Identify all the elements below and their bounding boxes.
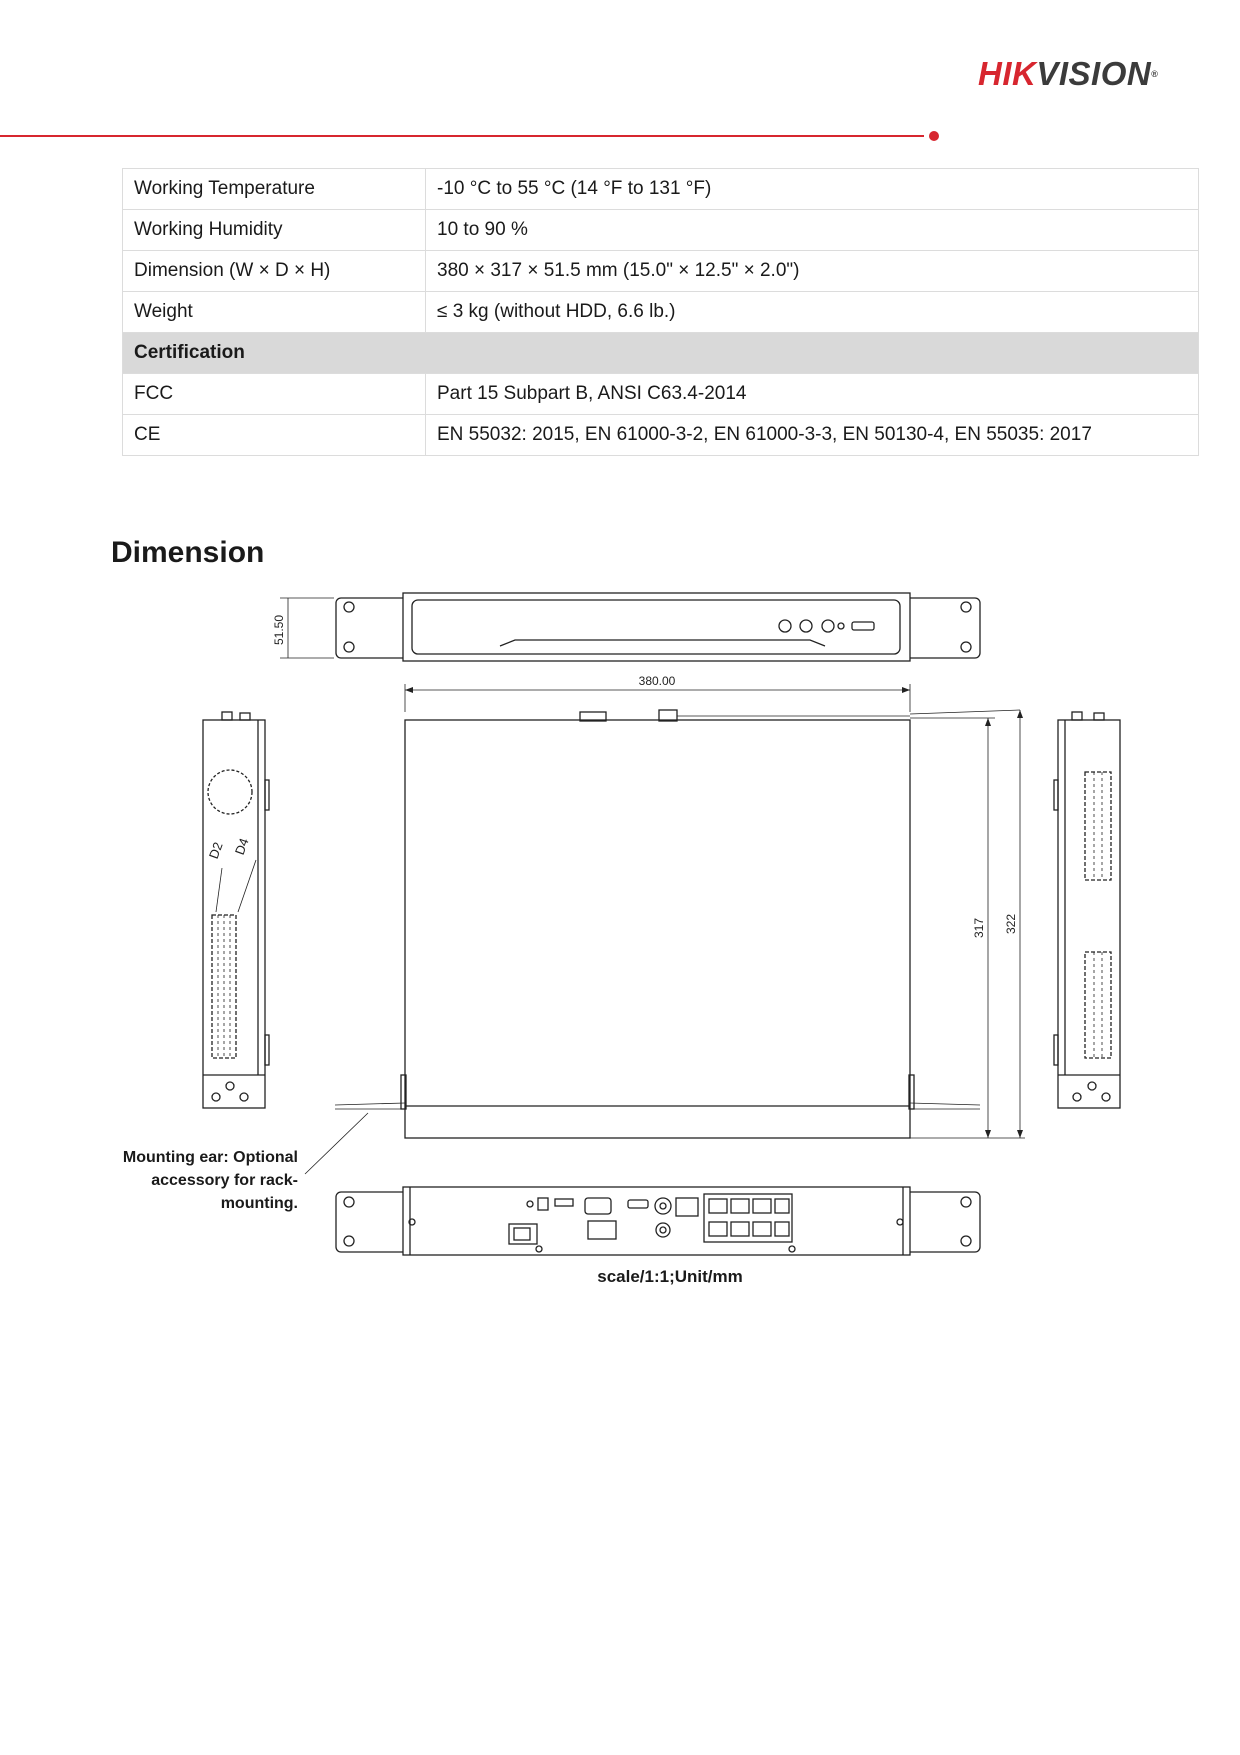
spec-value: Part 15 Subpart B, ANSI C63.4-2014 (426, 374, 1199, 415)
table-row (123, 292, 1199, 333)
spec-label: Working Humidity (123, 210, 426, 251)
spec-value: ≤ 3 kg (without HDD, 6.6 lb.) (426, 292, 1199, 333)
spec-label: FCC (123, 374, 426, 415)
table-row (123, 374, 1199, 415)
mounting-leader-line (305, 1113, 368, 1174)
height-label: 51.50 (272, 614, 286, 646)
spec-value: -10 °C to 55 °C (14 °F to 131 °F) (426, 169, 1199, 210)
spec-value: EN 55032: 2015, EN 61000-3-2, EN 61000-3-3, EN 50130-4, EN 55035: 2017 (426, 415, 1199, 456)
scale-note: scale/1:1;Unit/mm (597, 1267, 743, 1286)
section-title: Certification (123, 333, 1199, 374)
header-rule (0, 135, 924, 137)
side-label-b: D4 (231, 836, 252, 857)
side-label-a: D2 (205, 840, 226, 861)
front-view (272, 593, 980, 661)
left-side-view (203, 712, 269, 1108)
table-row (123, 251, 1199, 292)
spec-label: CE (123, 415, 426, 456)
spec-value: 380 × 317 × 51.5 mm (15.0" × 12.5" × 2.0") (426, 251, 1199, 292)
mounting-ear-note: Mounting ear: Optional accessory for rack- mounting. (122, 1149, 298, 1212)
right-side-view (1054, 712, 1120, 1108)
depth-body-label: 317 (972, 917, 986, 939)
spec-label: Weight (123, 292, 426, 333)
table-row (123, 169, 1199, 210)
table-row (123, 415, 1199, 456)
spec-label: Dimension (W × D × H) (123, 251, 426, 292)
dimension-heading: Dimension (111, 536, 265, 569)
width-label: 380.00 (638, 674, 676, 688)
spec-value: 10 to 90 % (426, 210, 1199, 251)
rear-view (336, 1187, 980, 1255)
width-dimension (405, 674, 910, 712)
header-rule-dot (929, 131, 939, 141)
table-row (123, 210, 1199, 251)
depth-total-label: 322 (1004, 913, 1018, 935)
section-row (123, 333, 1199, 374)
hikvision-logo: HIKVISION® (978, 55, 1159, 92)
spec-table (122, 168, 1199, 456)
spec-label: Working Temperature (123, 169, 426, 210)
top-view (335, 710, 1025, 1138)
